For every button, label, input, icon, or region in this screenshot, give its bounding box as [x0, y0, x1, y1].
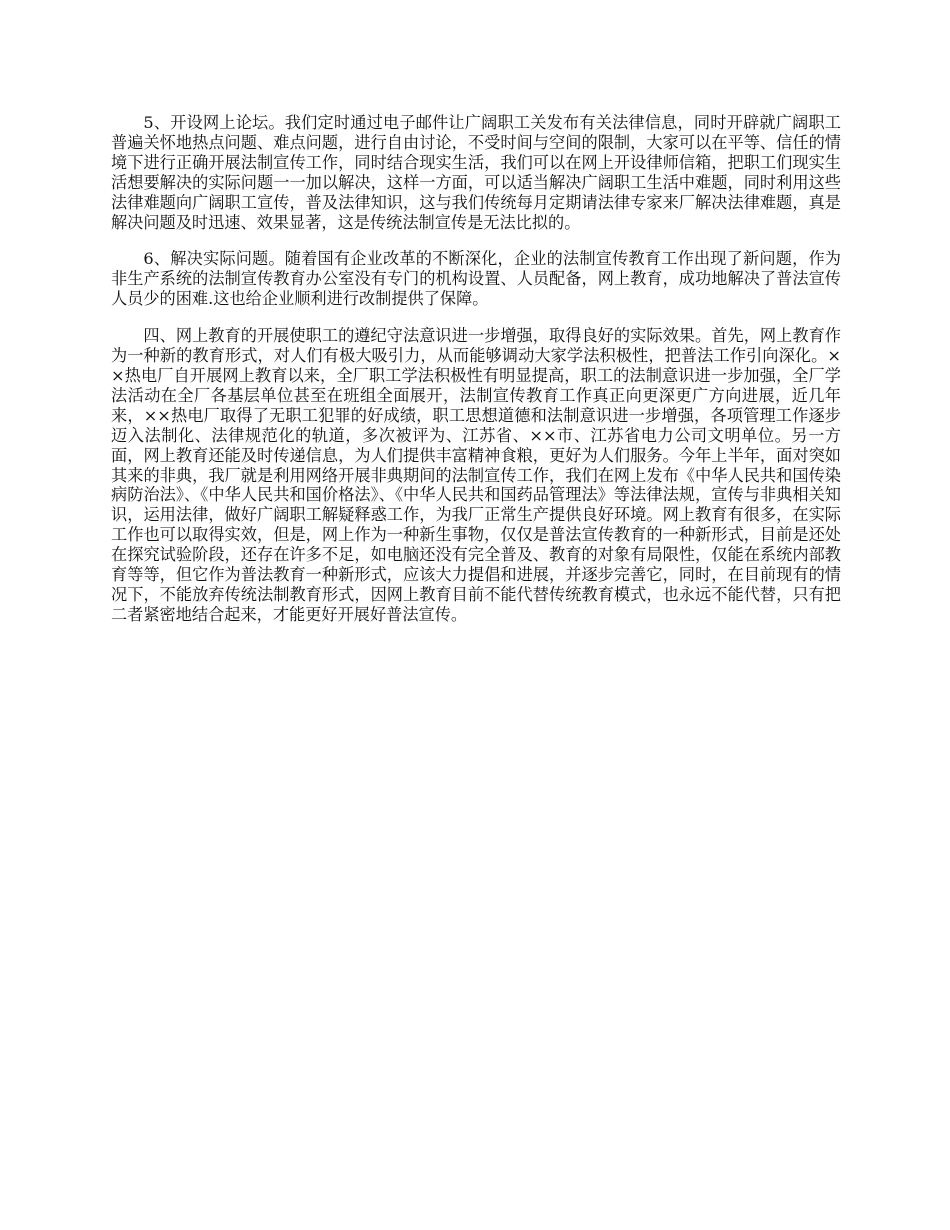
- document-body: [111, 113, 841, 642]
- paragraph-practical-problems: 6、解决实际问题。随着国有企业改革的不断深化，企业的法制宣传教育工作出现了新问题，作为非生产系统的法制宣传教育办公室没有专门的机构设置、人员配备，网上教育，成功地解决了普法宣传人员少的困难.这也给企业顺利进行改制提供了保障。: [111, 249, 841, 309]
- paragraph-section-four: 四、网上教育的开展使职工的遵纪守法意识进一步增强，取得良好的实际效果。首先，网上教育作为一种新的教育形式，对人们有极大吸引力，从而能够调动大家学法积极性，把普法工作引向深化。××热电厂自开展网上教育以来，全厂职工学法积极性有明显提高，职工的法制意识进一步加强，全厂学法活动在全厂各基层单位甚至在班组全面展开，法制宣传教育工作真正向更深更广方向进展，近几年来，××热电厂取得了无职工犯罪的好成绩，职工思想道德和法制意识进一步增强，各项管理工作逐步迈入法制化、法律规范化的轨道，多次被评为、江苏省、××市、江苏省电力公司文明单位。另一方面，网上教育还能及时传递信息，为人们提供丰富精神食粮，更好为人们服务。今年上半年，面对突如其来的非典，我厂就是利用网络开展非典期间的法制宣传工作，我们在网上发布《中华人民共和国传染病防治法》、《中华人民共和国价格法》、《中华人民共和国药品管理法》等法律法规，宣传与非典相关知识，运用法律，做好广阔职工解疑释惑工作，为我厂正常生产提供良好环境。网上教育有很多，在实际工作也可以取得实效，但是，网上作为一种新生事物，仅仅是普法宣传教育的一种新形式，目前是还处在探究试验阶段，还存在许多不足，如电脑还没有完全普及、教育的对象有局限性，仅能在系统内部教育等等，但它作为普法教育一种新形式，应该大力提倡和进展，并逐步完善它，同时，在目前现有的情况下，不能放弃传统法制教育形式，因网上教育目前不能代替传统教育模式，也永远不能代替，只有把二者紧密地结合起来，才能更好开展好普法宣传。: [111, 326, 841, 624]
- paragraph-forum: 5、开设网上论坛。我们定时通过电子邮件让广阔职工关发布有关法律信息，同时开辟就广阔职工普遍关怀地热点问题、难点问题，进行自由讨论，不受时间与空间的限制，大家可以在平等、信任的情境下进行正确开展法制宣传工作，同时结合现实生活，我们可以在网上开设律师信箱，把职工们现实生活想要解决的实际问题一一加以解决，这样一方面，可以适当解决广阔职工生活中难题，同时利用这些法律难题向广阔职工宣传，普及法律知识，这与我们传统每月定期请法律专家来厂解决法律难题，真是解决问题及时迅速、效果显著，这是传统法制宣传是无法比拟的。: [111, 113, 841, 232]
